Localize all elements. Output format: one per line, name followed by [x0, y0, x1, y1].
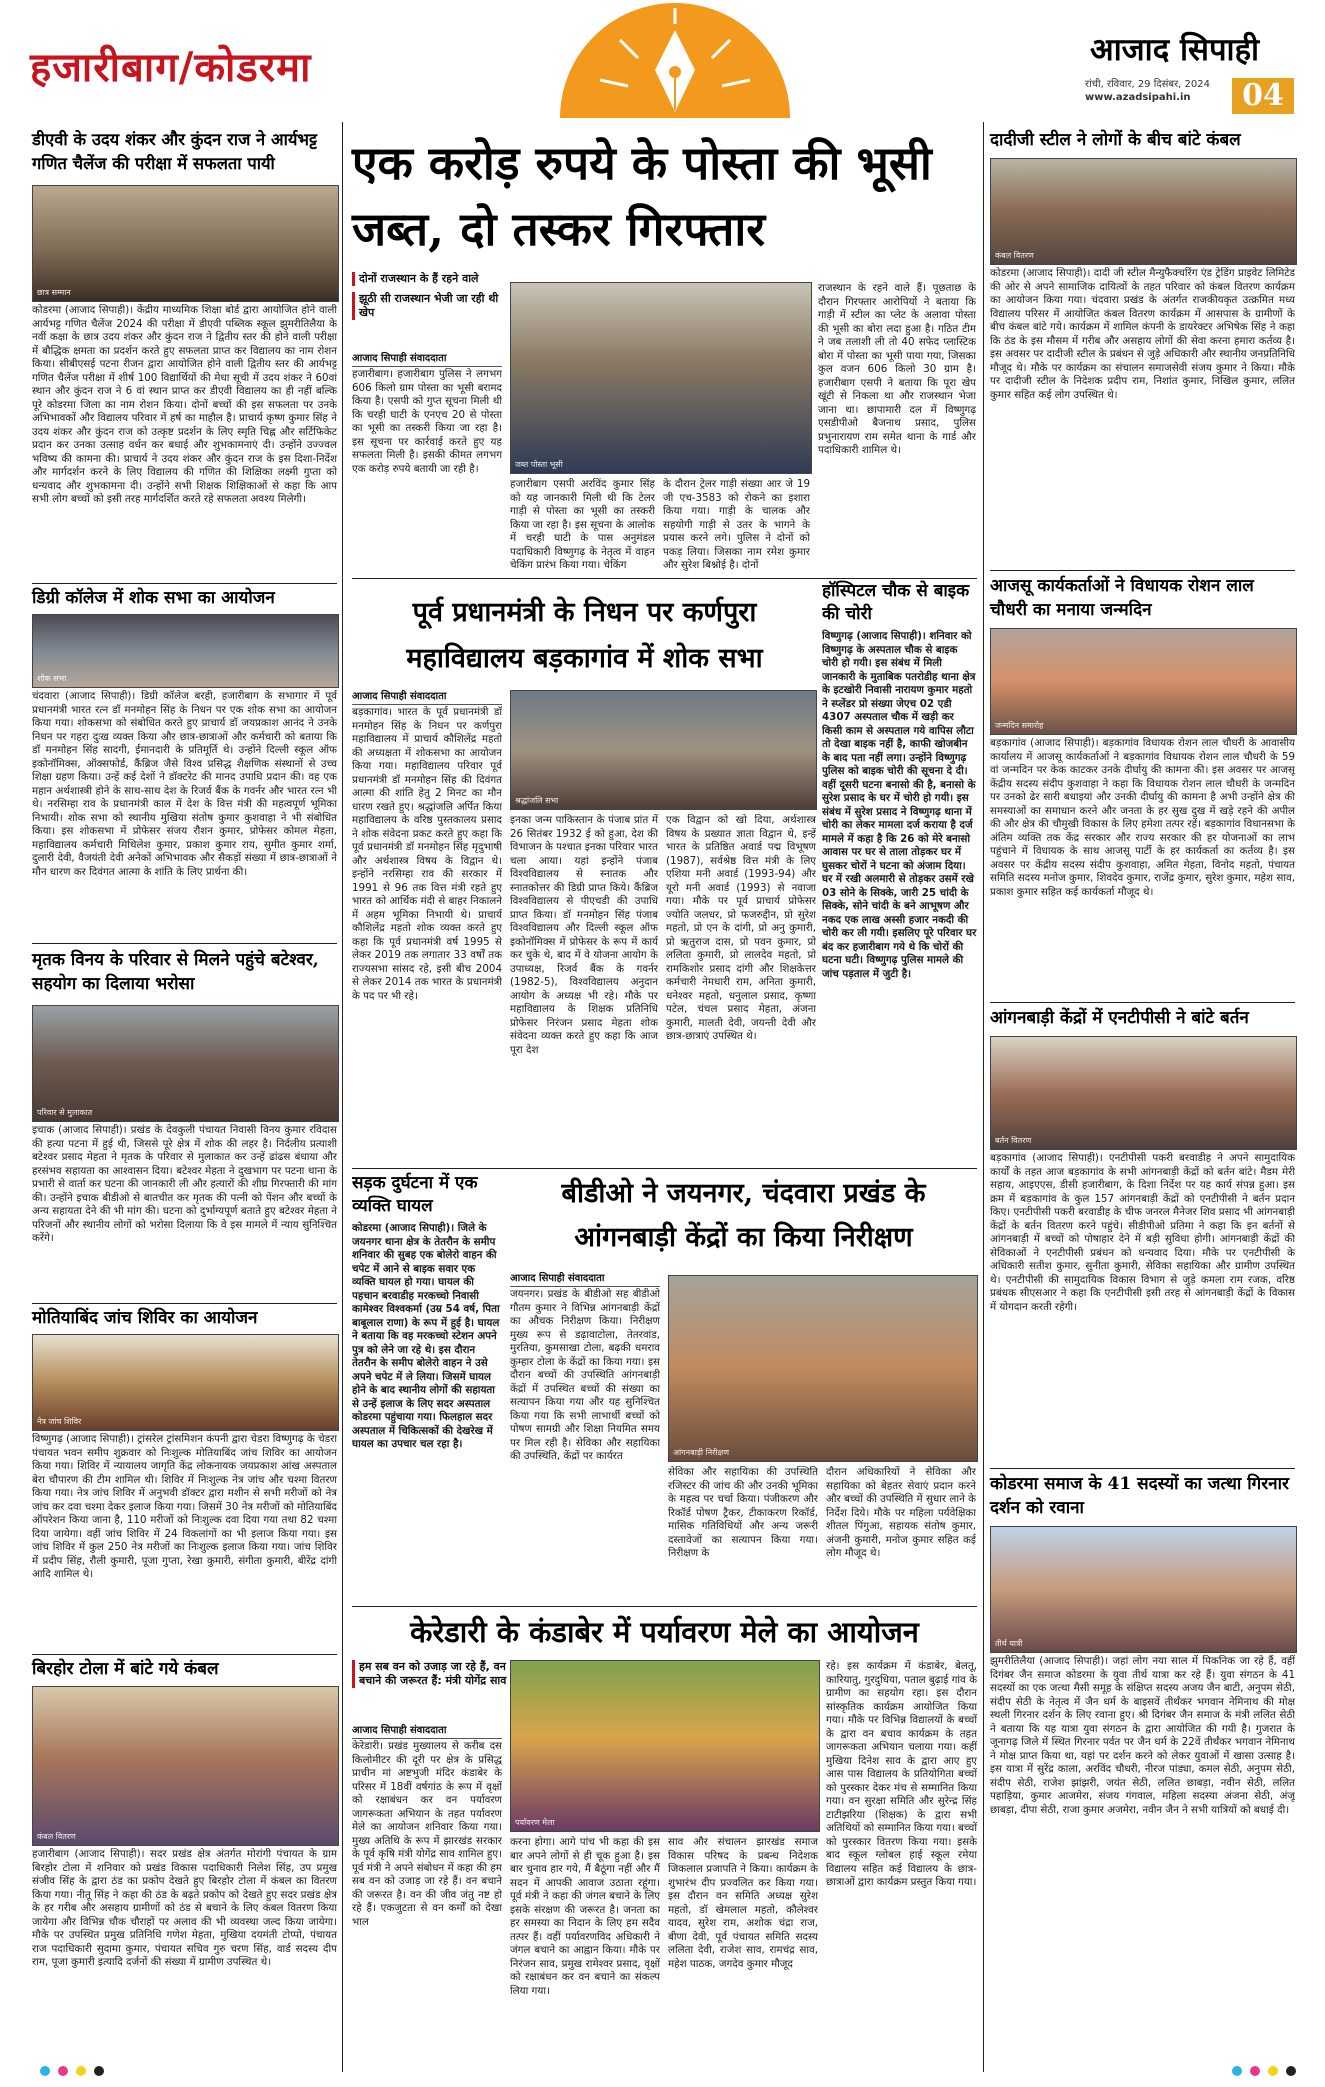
r3-body: बड़कागांव (आजाद सिपाही)। एनटीपीसी पकरी बरवाडीह ने अपने सामुदायिक कार्यों के तहत आज बड़कागांव के सभी आंगनबाड़ी केंद्रों को बर्तन बांटे। मैडम मेरी सहाय, आइएएस, डीसी हजारीबाग, के दिशा निर्देश पर यह कार्य संपन्न हुआ। इस क्रम में बड़कागांव के कुल 157 आंगनबाड़ी केंद्रों को एनटीपीसी ने बर्तन प्रदान किए। एनटीपीसी पकरी बरवाडीह के चीफ जनरल मैनेजर शिव प्रसाद भी आंगनबाड़ी केंद्रों के बर्तन वितरण करने पहुंचे। सीडीपीओ प्रतिमा ने कहा कि इन बर्तनों से आंगनबाड़ी में बच्चों को पोषाहार देने में बड़ी सुविधा होगी। आंगनबाड़ी केंद्रों की सेविकाओं ने एनटीपीसी प्रबंधन को धन्यवाद दिया। मौके पर एनटीपीसी के अधिकारी सतीश कुमार, सुनीता कुमारी, सेविका सहायिका और ग्रामीण उपस्थित थे। एनटीपीसी की सामुदायिक विकास विभाग से जुड़े कमला राम रजक, वरिष्ठ प्रबंधक सीएसआर ने कहा कि एनटीपीसी इसी तरह से आंगनबाड़ी केंद्रों के विकास में योगदान करती रहेगी।: [990, 1152, 1295, 1313]
a3-headline: मृतक विनय के परिवार से मिलने पहुंचे बटेश्वर, सहयोग का दिलाया भरोसा: [32, 950, 319, 994]
a7-col3: एक विद्वान को खो दिया, अर्थशास्त्र विषय के प्रख्यात ज्ञाता विद्वान थे, इन्हें भारत के प्रतिष्ठित अवार्ड पद्म विभूषण (1987), सर्वश्रेष्ठ वित्त मंत्री के लिए एशिया मनी अवार्ड (1993-94) और यूरो मनी अवार्ड (1993) से नवाजा गया। मौके पर पूर्व प्राचार्य प्रोफेसर ज्योति जलधर, प्रो फजरुद्दीन, प्रो सुरेश महतो, प्रो एन के दांगी, प्रो अनु कुमारी, प्रो ऋतुराज दास, प्रो पवन कुमार, प्रो ललिता कुमारी, प्रो लालदेव महतो, प्रो रामकिशोर प्रसाद दांगी और शिक्षकेत्तर कर्मचारी नेमधारी राम, अनिता कुमारी, धनेश्वर महतो, धनुलाल प्रसाद, कृष्णा पटेल, चंचल प्रसाद मेहता, अंजना कुमारी, मालती देवी, जयन्ती देवी और छात्र-छात्राएं उपस्थित थे।: [666, 814, 816, 1042]
r1-headline: दादीजी स्टील ने लोगों के बीच बांटे कंबल: [990, 130, 1241, 150]
a8-body: विष्णुगढ़ (आजाद सिपाही)। शनिवार को विष्णुगढ़ के अस्पताल चौक से बाइक चोरी हो गयी। इस संबंध में मिली जानकारी के मुताबिक पतरोडीह थाना क्षेत्र के इटखोरी निवासी नारायण कुमार महतो ने स्प्लेंडर प्रो संख्या जेएच 02 एडी 4307 अस्पताल चौक में खड़ी कर किसी काम से अस्पताल गये वापिस लौटा तो देखा बाइक नहीं है, काफी खोजबीन के बाद पता नहीं लगा। उन्होंने विष्णुगढ़ पुलिस को बाइक चोरी की सूचना दे दी। वहीं दूसरी घटना बनासो की है, बनासो के सुरेश प्रसाद के घर में चोरी हो गयी। इस संबंध में सुरेश प्रसाद ने विष्णुगढ़ थाना में चोरी का लेकर मामला दर्ज कराया है दर्ज मामले में कहा है कि 26 को मेरे बनासो आवास पर घर से ताला तोड़कर घर में घुसकर चोरों ने घटना को अंजाम दिया। घर में रखी अलमारी से तोड़कर उसमें रखे 03 सोने के सिक्के, जारी 25 चांदी के सिक्के, सोने चांदी के बने आभूषण और नकद एक लाख अस्सी हजार नकदी की चोरी कर ली गयी। इसलिए पूरे परिवार घर बंद कर हजारीबाग गये थे कि चोरों की घटना घटी। विष्णुगढ़ पुलिस मामले की जांच पड़ताल में जुटी है।: [822, 630, 977, 980]
a9-headline: सड़क दुर्घटना में एक व्यक्ति घायल: [352, 1173, 478, 1216]
a4-photo: नेत्र जांच शिविर: [32, 1334, 339, 1431]
r2-body: बड़कागांव (आजाद सिपाही)। बड़कागांव विधायक रोशन लाल चौधरी के आवासीय कार्यालय में आजसू कार्यकर्ताओं ने बड़कागांव विधायक रोशन लाल चौधरी के 59 वां जन्मदिन पर केक काटकर उनके दीर्घायु की कामना की। इस अवसर पर आजसू केंद्रीय सदस्य संदीप कुशवाहा ने कहा कि विधायक रोशन लाल चौधरी के जन्मदिन पर उनको ढेर सारी बधाइयां और उनकी दीर्घायु की कामना है अभी उन्होंने क्षेत्र की समस्याओं का समाधान करने और जनता के हर सुख दुख में खड़े रहने की अपील की और क्षेत्र की चौमुखी विकास के लिए हमेशा तत्पर रहें। बड़कागांव विधानसभा के अंतिम व्यक्ति तक केंद्र सरकार और राज्य सरकार की हर योजनाओं का लाभ पहुंचाने में विधायक के साथ आजसू पार्टी के हर कार्यकर्ता का कर्तव्य है। इस अवसर पर केंद्रीय सदस्य संदीप कुशवाहा, अमित मेहता, विनोद महतो, पंचायत समिति सदस्य मनोज कुमार, शिवदेव कुमार, राजेंद्र कुमार, सुरेश कुमार, महेश साव, प्रकाश कुमार सहित कई कार्यकर्ता मौजूद थे।: [990, 737, 1295, 898]
website: www.azadsipahi.in: [1085, 92, 1191, 103]
a2-photo: शोक सभा: [32, 614, 339, 688]
a4-body: विष्णुगढ़ (आजाद सिपाही)। ट्रांसरेल ट्रांसमिशन कंपनी द्वारा चेडरा विष्णुगढ़ के चेडरा पंचायत भवन समीप शुक्रवार को निःशुल्क मोतियाबिंद जांच शिविर का आयोजन किया गया। शिविर में न्यायालय जागृति केंद्र लोकनायक जयप्रकाश आंख अस्पताल बेरा चौपारण की टीम शामिल थी। शिविर में निःशुल्क नेत्र जांच और चश्मा वितरण किया गया। नेत्र जांच शिविर में अनुभवी डॉक्टर द्वारा मशीन से सभी मरीजों को नेत्र जांच कर दवा चश्मा देकर इलाज किया गया। जिसमें 30 नेत्र मरीजों को मोतियाबिंद ऑपरेशन किया जाना है, 110 मरीजों को निःशुल्क दवा दिया गया तथा 82 चश्मा दिया जायेगा। वहीं जांच शिविर में 24 विकलांगों का भी इलाज किया गया। इस जांच शिविर में कुल 250 नेत्र मरीजों का निःशुल्क इलाज किया गया। जांच शिविर में प्रदीप सिंह, रौली कुमारी, पूजा गुप्ता, रेखा कुमारी, संगीता कुमारी, बीरेंद्र दांगी आदि शामिल थे।: [32, 1433, 337, 1580]
a1-photo: छात्र सम्मान: [32, 185, 339, 302]
r3-headline: आंगनबाड़ी केंद्रों में एनटीपीसी ने बांटे बर्तन: [990, 1008, 1249, 1028]
divider: [352, 578, 977, 579]
r2-headline: आजसू कार्यकर्ताओं ने विधायक रोशन लाल चौधरी का मनाया जन्मदिन: [990, 576, 1254, 620]
masthead: [0, 0, 1325, 118]
page-number: 04: [1232, 78, 1294, 114]
a2-body: चंदवारा (आजाद सिपाही)। डिग्री कॉलेज बरही, हजारीबाग के सभागार में पूर्व प्रधानमंत्री भारत रत्न डॉ मनमोहन सिंह के निधन पर एक शोक सभा का आयोजन किया गया। शोकसभा को संबोधित करते हुए प्राचार्य डॉ जयप्रकाश आनंद ने उनके निधन पर गहरा दुःख व्यक्त किया और छात्र-छात्राओं और कर्मचारी को बताया कि डॉ मनमोहन सिंह सादगी, ईमानदारी के प्रतिमूर्ति थे। उन्होंने दिल्ली स्कूल ऑफ इकोनॉमिक्स, ऑक्सफोर्ड, कैंब्रिज जैसे विश्व प्रसिद्ध शैक्षणिक संस्थानों से उच्च शिक्षा ग्रहण किया। उन्हें कई देशों ने डॉक्टरेट की मानद उपाधि प्रदान की। वह एक महान अर्थशास्त्री होने के साथ-साथ देश के रिजर्व बैंक के गवर्नर और भारत रत्न भी थे। नरसिम्हा राव के प्रधानमंत्री काल में देश के वित्त मंत्री की महत्वपूर्ण भूमिका निभायी। शोक सभा को स्थानीय मुखिया संतोष कुमार कुशवाहा ने भी संबोधित किया। इस शोकसभा में प्रोफेसर संजय रौशन कुमार, प्रोफेसर कोमल मेहता, महाविद्यालय कर्मचारी मिथिलेश कुमार, प्रकाश कुमार राय, सुमीत कुमार शर्मा, दुलारी देवी, वैजयंती देवी अनेकों अभिभावक और सैकड़ों संख्या में छात्र-छात्राओं ने मौन धारण कर दिवंगत आत्मा के शांति के लिए प्रार्थना की।: [32, 690, 337, 878]
a10-photo: आंगनबाड़ी निरीक्षण: [668, 1275, 978, 1462]
a11-col1: केरेडारी। प्रखंड मुख्यालय से करीब दस किलोमीटर की दूरी पर क्षेत्र के प्रसिद्ध प्राचीन मां अष्टभुजी मंदिर कंडाबेर के परिसर में 18वीं वर्षगांठ के रूप में वृक्षों को रक्षाबंधन कर वन पर्यावरण जागरूकता अभियान के तहत पर्यावरण मेले का आयोजन शनिवार किया गया। मुख्य अतिथि के रूप में झारखंड सरकार के पूर्व कृषि मंत्री योगेंद्र साव शामिल हुए। पूर्व मंत्री ने अपने संबोधन में कहा की हम सब वन को उजाड़ जा रहे हैं। वन बचाने की जरूरत है। वन की जीव जंतु नष्ट हो रहे हैं। एकजुटता से वन कर्मों को देखा भाल: [352, 1740, 502, 1928]
a1-body: कोडरमा (आजाद सिपाही)। केंद्रीय माध्यमिक शिक्षा बोर्ड द्वारा आयोजित होने वाली आर्यभट्ट गणित चैलेंज 2024 की परीक्षा में डीएवी पब्लिक स्कूल झुमरीतिलैया के नवीं कक्षा के छात्र उदय शंकर और कुंदन राज ने द्वितीय स्तर की होने वाली परीक्षा में बौद्धिक क्षमता का प्रदर्शन करते हुए सफलता प्राप्त कर विद्यालय का नाम रोशन किया। सीबीएसई पटना रीजन द्वारा आयोजित होने वाली द्वितीय स्तर की आर्यभट्ट गणित चैलेंज परीक्षा में शीर्ष 100 विद्यार्थियों की मेधा सूची में उदय शंकर ने 60वां स्थान और कुंदन राज ने 6 वां स्थान प्राप्त कर डीएवी विद्यालय का ही नहीं बल्कि पूरे कोडरमा जिला का नाम रोशन किया। दोनों बच्चों की इस सफलता पर उनके अभिभावकों और विद्यालय परिवार में हर्ष का माहौल है। प्राचार्य कृष्ण कुमार सिंह ने उदय शंकर और कुंदन राज को उत्कृष्ट प्रदर्शन के लिए स्मृति चिह्न और सर्टिफिकेट प्रदान कर उनका उत्साह वर्धन कर बधाई और शुभकामनाएं दी। उन्होंने उज्ज्वल भविष्य की कामना की। प्राचार्य ने उदय शंकर और कुंदन राज के इस दिशा-निर्देश और मार्गदर्शन करने के लिए विद्यालय की गणित की शिक्षिका लक्ष्मी गुप्ता को धन्यवाद और शुभकामना दी। उन्होंने सभी शिक्षक शिक्षिकाओं से कहा कि आप सभी लोग बच्चों को इसी तरह मार्गदर्शित करते रहे सफलता अवश्य मिलेगी।: [32, 304, 337, 505]
lead-headline: एक करोड़ रुपये के पोस्ता की भूसी जब्त, दो तस्कर गिरफ्तार: [352, 136, 932, 256]
a10-byline: आजाद सिपाही संवाददाता: [510, 1270, 660, 1287]
a3-body: इचाक (आजाद सिपाही)। प्रखंड के देवकुली पंचायत निवासी विनय कुमार रविदास की हत्या पटना में हुई थी, जिससे पूरे क्षेत्र में शोक की लहर है। निर्दलीय प्रत्याशी बटेश्वर प्रसाद मेहता ने मृतक के परिवार से मुलाकात कर उन्हें ढांढस बंधाया और हरसंभव सहायता का आश्वासन दिया। बटेश्वर मेहता ने दुखभाग पर पटना थाना के प्रभारी से वार्ता कर घटना की जानकारी ली और हत्यारों की शीघ्र गिरफ्तारी की मांग की। उन्होंने इचाक बीडीओ से बातचीत कर मृतक की पत्नी को पेंशन और बच्चों के अन्य सहायता देने की भी मांग की। घटना को दुर्भाग्यपूर्ण बताते हुए बटेश्वर मेहता ने परिजनों और स्थानीय लोगों को भरोसा दिलाया कि वे इस मामले में न्याय सुनिश्चित करेंगे।: [32, 1124, 337, 1244]
a10-col1: जयनगर। प्रखंड के बीडीओ सह बीडीओ गौतम कुमार ने विभिन्न आंगनबाड़ी केंद्रों का औचक निरीक्षण किया। निरीक्षण मुख्य रूप से डढ़ावाटोला, तेतरवांड, मुरतिया, कुमसाखा टोला, बढ़की धमराव कुम्हार टोला के केंद्रों का किया गया। इस दौरान बच्चों की उपस्थिति आंगनबाड़ी केंद्रों में उपस्थित बच्चों की संख्या का सत्यापन किया गया और यह सुनिश्चित किया गया कि सभी लाभार्थी बच्चों को पोषण सामग्री और शिक्षा नियमित समय पर मिल रही है। सेविका और सहायिका की उपस्थिति, केंद्रों पर कार्यरत: [510, 1288, 660, 1462]
dateline: रांची, रविवार, 29 दिसंबर, 2024: [1085, 79, 1210, 90]
a8-headline: हॉस्पिटल चौक से बाइक की चोरी: [822, 581, 970, 624]
a4-headline: मोतियाबिंद जांच शिविर का आयोजन: [32, 1308, 258, 1328]
lead-photo: जब्त पोस्ता भूसी: [510, 282, 812, 474]
footer-dots-right: [1232, 2066, 1296, 2076]
a10-col3: दौरान अधिकारियों ने सेविका और सहायिका को बेहतर सेवाएं प्रदान करने और बच्चों की उपस्थिति में सुधार लाने के निर्देश दिये। मौके पर महिला पर्यवेक्षिका शीतल पिंगुआ, सहायक संतोष कुमार, अंजनी कुमारी, मनोज कुमार सहित कई लोग मौजूद थे।: [826, 1466, 976, 1559]
a5-body: हजारीबाग (आजाद सिपाही)। सदर प्रखंड क्षेत्र अंतर्गत मोरांगी पंचायत के ग्राम बिरहोर टोला में शनिवार को प्रखंड विकास पदाधिकारी निलेश सिंह, उप प्रमुख संजीव सिंह के द्वारा ठंड का प्रकोप देखते हुए बिरहोर टोला में कंबल का वितरण किया गया। नीतू सिंह ने कहा की ठंड के बढ़ते प्रकोप को देखते हुए सदर प्रखंड क्षेत्र के हर गरीब और असहाय ग्रामीणों को ठंड से बचाने के लिए कंबल वितरण किया जायेगा और विभिन्न चौक चौराहों पर अलाव की भी व्यवस्था जल्द किया जायेगा। मौके पर उपस्थित प्रमुख प्रतिनिधि गणेश मेहता, मुखिया दयमंती टोप्पो, पंचायत राज पदाधिकारी सुदामा कुमार, पंचायत सचिव गुरु चरण सिंह, वार्ड सदस्य दीप राम, पूजा कुमारी इत्यादि दर्जनों की संख्या में ग्रामीण उपस्थित थे।: [32, 1848, 337, 1968]
a9-box: [352, 1172, 502, 1602]
a11-col3: साव और संचालन झारखंड समाज विकास परिषद के प्रबन्ध निदेशक जिकलाल प्रजापति ने किया। कार्यक्रम के शुभारंभ दीप प्रज्वलित कर किया गया। इस दौरान वन समिति अध्यक्ष सुरेश महतो, डॉ खेमलाल महतो, कौलेश्वर यादव, सुरेश राम, अशोक चंद्रा राज, बीणा देवी, पूर्व पंचायत समिति सदस्य ललिता देवी, राजेश साव, रामचंद्र साव, महेश पाठक, जगदेव कुमार मौजूद: [668, 1836, 818, 1970]
r1-photo: कंबल वितरण: [990, 158, 1297, 265]
a9-body: कोडरमा (आजाद सिपाही)। जिले के जयनगर थाना क्षेत्र के तेतरौन के समीप शनिवार की सुबह एक बोलेरो वाहन की चपेट में आने से बाइक सवार एक व्यक्ति घायल हो गया। घायल की पहचान बरवाडीह मरकच्चो निवासी कामेश्वर विश्वकर्मा (उम्र 54 वर्ष, पिता बाबूलाल राणा) के रूप में हुई है। घायल ने बताया कि वह मरकच्चो स्टेशन अपने पुत्र को लेने जा रहे थे। इस दौरान तेतरौन के समीप बोलेरो वाहन ने उसे अपने चपेट में ले लिया। जिसमें घायल होने के बाद स्थानीय लोगों की सहायता से उन्हें इलाज के लिए सदर अस्पताल कोडरमा पहुंचाया गया। फिलहाल सदर अस्पताल में चिकित्सकों की देखरेख में घायल का उपचार चल रहा है।: [352, 1222, 500, 1450]
lead-sub: दोनों राजस्थान के हैं रहने वाले झूठी सी राजस्थान भेजी जा रही थी खेप: [352, 272, 502, 320]
divider: [352, 1606, 977, 1607]
a7-col1: बड़कागांव। भारत के पूर्व प्रधानमंत्री डॉ मनमोहन सिंह के निधन पर कर्णपुरा महाविद्यालय में प्राचार्य कौशिलेंद्र महतो की अध्यक्षता में शोकसभा का आयोजन किया गया। महाविद्यालय परिवार पूर्व प्रधानमंत्री डॉ मनमोहन सिंह की दिवंगत आत्मा की शांति हेतु 2 मिनट का मौन धारण रखते हुए। श्रद्धांजलि अर्पित किया महाविद्यालय के वरिष्ठ पुस्तकालय प्रसाद ने शोक संवेदना प्रकट करते हुए कहा कि पूर्व प्रधानमंत्री डॉ मनमोहन सिंह मृदुभाषी और अर्थशास्त्र विषय के विद्वान थे। इन्होंने नरसिम्हा राव की सरकार में 1991 से 96 तक वित्त मंत्री रहते हुए भारत को आर्थिक मंदी से बाहर निकालने में अहम भूमिका निभायी थे। प्राचार्य कौशिलेंद्र महतो शोक व्यक्त करते हुए कहा कि पूर्व प्रधानमंत्री वर्ष 1995 से लेकर 2019 तक लगातार 33 वर्षों तक राज्यसभा सांसद रहे, इसी बीच 2004 से लेकर 2014 तक भारत के प्रधानमंत्री के पद पर भी रहे।: [352, 706, 502, 1002]
a7-byline: आजाद सिपाही संवाददाता: [352, 688, 502, 705]
divider: [32, 583, 337, 584]
r4-body: झुमरीतिलैया (आजाद सिपाही)। जहां लोग नया साल में पिकनिक जा रहे हैं, वहीं दिगंबर जैन समाज कोडरमा के युवा तीर्थ यात्रा कर रहे हैं। युवा संगठन के 41 सदस्यों का एक जत्था मैसी समूह के संक्षिप्त सदस्य अजय जैन बाटी, अनुपम सेठी, संदीप सेठी के नेतृत्व में जैन धर्म के बाइसवें तीर्थंकर भगवान नेमिनाथ की मोक्ष स्थली गिरनार दर्शन के लिए रवाना हुए। श्री दिगंबर जैन समाज के मंत्री ललित सेठी ने बताया कि यह यात्रा युवा संगठन के द्वारा आयोजित की गयी है। गुजरात के जूनागढ़ जिले में स्थित गिरनार पर्वत पर जैन धर्म के 22वें तीर्थंकर भगवान नेमिनाथ ने मोक्ष प्राप्त किया था, यहां पर दर्शन करने को लेकर युवाओं में खासा उत्साह है। इस यात्रा में सुरेंद्र काला, अरविंद चौधरी, नीरज पांड्या, कमल सेठी, अनुपम सेठी, संदीप सेठी, राजेश झांझरी, जयंत सेठी, ललित छाबड़ा, नवीन सेठी, ललित पहाड़िया, कुमार आजमेरा, संजय गंगवाल, महिला सदस्या अंजना सेठी, अंजू छाबड़ा, दीपा सेठी, राजा कुमार अजमेरा, नवीन जैन ने सभी यात्रियों को बधाई दी।: [990, 1655, 1295, 1816]
a11-col2: करना होगा। आगे पांच भी कहा की इस बार अपने लोगों से ही चूक हुआ है। इस बार चुनाव हार गये, मैं बैठूंगा नहीं और मैं सदन में आपकी आवाज उठाता रहूंगा। पूर्व मंत्री ने कहा की जंगल बचाने के लिए इसके संरक्षण की जरूरत है। जनता का हर समस्या का निदान के लिए हम सदैव तत्पर हैं। वहीं पर्यावरणविद अधिकारी ने जंगल बचाने का आह्वान किया। मौके पर निरंजन साव, प्रमुख रामेश्वर प्रसाद, वृक्षों को रक्षाबंधन कर वन बचाने का संकल्प लिया गया।: [510, 1836, 660, 1997]
a11-byline: आजाद सिपाही संवाददाता: [352, 1722, 502, 1739]
a2-headline: डिग्री कॉलेज में शोक सभा का आयोजन: [32, 588, 275, 608]
r2-photo: जन्मदिन समारोह: [990, 628, 1297, 735]
divider: [990, 1002, 1295, 1003]
a10-col2: सेविका और सहायिका की उपस्थिति रजिस्टर की जांच की और उनकी भूमिका के महत्व पर चर्चा किया। पंजीकरण और रिकॉर्ड पोषण ट्रैकर, टीकाकरण रिकॉर्ड, मासिक गतिविधियों और अन्य जरूरी दस्तावेजों का सत्यापन किया गया। निरीक्षण के: [668, 1466, 818, 1559]
divider: [32, 943, 337, 944]
divider: [990, 1468, 1295, 1469]
a11-headline: केरेडारी के कंडाबेर में पर्यावरण मेले का आयोजन: [410, 1615, 919, 1649]
a7-headline: पूर्व प्रधानमंत्री के निधन पर कर्णपुरा महाविद्यालय बड़कागांव में शोक सभा: [406, 597, 763, 674]
a11-col4: रहे। इस कार्यक्रम में कंडाबेर, बेलतू, कारियातु, गुरदुधिया, पताल बुढ़ाई गांव के ग्रामीण का सहयोग रहा। इस दौरान सांस्कृतिक कार्यक्रम आयोजित किया गया। मौके पर विभिन्न विद्यालयों के बच्चों के द्वारा वन बचाव कार्यक्रम के तहत जागरूकता अभियान चलाया गया। कहीं मुखिया दिनेश साव के द्वारा आए हुए आस पास विद्यालय के प्रतियोगिता बच्चों को पुरस्कार देकर मंच से सम्मानित किया गया। वन सुरक्षा समिति और सुरेन्द्र सिंह टाटीझरिया (शिक्षक) के द्वारा सभी अतिथियों को सम्मानित किया गया। बच्चों को पुरस्कार वितरण किया गया। इसके बाद स्कूल ग्लोबल हाई स्कूल रमेया विद्यालय सहित कई विद्यालय के छात्र-छात्राओं द्वारा कार्यक्रम प्रस्तुत किया गया।: [826, 1660, 977, 1888]
a3-photo: परिवार से मुलाकात: [32, 1005, 339, 1122]
r1-body: कोडरमा (आजाद सिपाही)। दादी जी स्टील मैन्युफैक्चरिंग एंड ट्रेडिंग प्राइवेट लिमिटेड की ओर से अपने सामाजिक दायित्वों के तहत परिवार को कंबल वितरण कार्यक्रम का आयोजन किया गया। चंदवारा प्रखंड के अंतर्गत राजकीयकृत उत्क्रमित मध्य विद्यालय परिसर में आयोजित कंबल वितरण कार्यक्रम में आसपास के ग्रामीणों के बीच कंबल बांटे गये। कार्यक्रम में शामिल कंपनी के डायरेक्टर अभिषेक सिंह ने कहा कि ठंड के इस मौसम में गरीब और असहाय लोगों की सेवा करना हमारा कर्तव्य है। इस अवसर पर दादीजी स्टील के प्रबंधन से जुड़े अधिकारी और स्थानीय जनप्रतिनिधि मौजूद थे। मौके पर कार्यक्रम का संचालन समाजसेवी संजय कुमार ने किया। मौके पर दादीजी स्टील के निदेशक प्रदीप राम, निशांत कुमार, निखिल कुमार, ललित कुमार सहित कई लोग उपस्थित थे।: [990, 267, 1295, 401]
a7-col2: इनका जन्म पाकिस्तान के पंजाब प्रांत में 26 सितंबर 1932 ई को हुआ, देश की विभाजन के पश्चात इनका परिवार भारत चला आया। यहां इन्होंने पंजाब विश्वविद्यालय से स्नातक और स्नातकोत्तर की डिग्री प्राप्त किये। कैंब्रिज विश्वविद्यालय से पीएचडी की उपाधि प्राप्त किया। डॉ मनमोहन सिंह पंजाब विश्वविद्यालय और दिल्ली स्कूल ऑफ इकोनॉमिक्स में प्रोफेसर के रूप में कार्य कर चुके थे, बाद में वे योजना आयोग के उपाध्यक्ष, रिजर्व बैंक के गवर्नर (1982-5), विश्वविद्यालय अनुदान आयोग के अध्यक्ष भी रहे। मौके पर महाविद्यालय के शिक्षक प्रतिनिधि प्रोफेसर निरंजन प्रसाद मेहता शोक संवेदना व्यक्त करते हुए कहा कि आज पूरा देश: [510, 814, 658, 1056]
a10-headline: बीडीओ ने जयनगर, चंदवारा प्रखंड के आंगनबाड़ी केंद्रों का किया निरीक्षण: [561, 1178, 926, 1253]
divider: [990, 570, 1295, 571]
column-rule-left: [342, 122, 343, 2072]
lead-col4: राजस्थान के रहने वाले हैं। पूछताछ के दौरान गिरफ्तार आरोपियों ने बताया कि गाड़ी में स्टील का प्लेट के अलावा पोस्ता की भूसी का बोरा लदा हुआ है। गठित टीम ने जब तलाशी ली तो 40 सफेद प्लास्टिक बोरा में पोस्ता का भूसी पाया गया, जिसका कुल वजन 606 किलो 30 ग्राम है। हजारीबाग एसपी ने बताया कि पूरा खेप खूंटी से निकला था और राजस्थान भेजा जाना था। छापामारी दल में विष्णुगढ़ एसडीपीओ बैजनाथ प्रसाद, पुलिस प्रभुनारायण राम समेत थाना के गार्ड और पदाधिकारी शामिल थे।: [818, 282, 976, 456]
a11-sub: हम सब वन को उजाड़ जा रहे हैं, वन बचाने की जरूरत हैं: मंत्री योगेंद्र साव: [352, 1660, 509, 1688]
a5-headline: बिरहोर टोला में बांटे गये कंबल: [32, 1659, 219, 1679]
footer-dots-left: [40, 2066, 104, 2076]
lead-col1: हजारीबाग। हजारीबाग पुलिस ने लगभग 606 किलो ग्राम पोस्ता का भूसी बरामद किया है। एसपी को गुप्त सूचना मिली थी कि चरही घाटी के एनएच 20 से पोस्ता का भूसी का तस्करी किया जा रहा है। इस सूचना पर कार्रवाई करते हुए यह सफलता मिली है। इसकी कीमत लगभग एक करोड़ रुपये बतायी जा रही है।: [352, 368, 502, 475]
divider: [352, 1168, 977, 1169]
column-rule-right: [983, 122, 984, 2072]
r4-photo: तीर्थ यात्री: [990, 1526, 1297, 1653]
divider: [32, 1303, 337, 1304]
section-title: हजारीबाग/कोडरमा: [30, 44, 312, 91]
lead-byline: आजाद सिपाही संवाददाता: [352, 350, 502, 367]
r3-photo: बर्तन वितरण: [990, 1036, 1297, 1150]
lead-col2: हजारीबाग एसपी अरविंद कुमार सिंह को यह जानकारी मिली थी कि टेलर गाड़ी से पोस्ता का भूसी का तस्करी किया जा रहा है। इस सूचना के आलोक में चरही घाटी के पास अनुमंडल पदाधिकारी विष्णुगढ़ के नेतृत्व में वाहन चेकिंग प्रारंभ किया गया। चेकिंग: [510, 478, 655, 571]
a8-box: [822, 580, 977, 1162]
r4-headline: कोडरमा समाज के 41 सदस्यों का जत्था गिरनार दर्शन को रवाना: [990, 1474, 1289, 1518]
a7-photo: श्रद्धांजलि सभा: [510, 690, 817, 810]
a5-photo: कंबल वितरण: [32, 1686, 339, 1846]
a1-headline: डीएवी के उदय शंकर और कुंदन राज ने आर्यभट्ट गणित चैलेंज की परीक्षा में सफलता पायी: [32, 130, 318, 173]
a11-photo: पर्यावरण मेला: [510, 1660, 820, 1832]
lead-col3: के दौरान ट्रेलर गाड़ी संख्या आर जे 19 जी एच-3583 को रोकने का इशारा किया गया। गाड़ी के चालक और सहयोगी गाड़ी से उतर के भागने के प्रयास करने लगे। पुलिस ने दोनों को पकड़ लिया। जिसका नाम रमेश कुमार और सुरेश बिश्नोई है। दोनों: [663, 478, 810, 571]
paper-name: आजाद सिपाही: [1090, 32, 1260, 68]
divider: [32, 1654, 337, 1655]
pen-nib-logo: [560, 0, 790, 118]
